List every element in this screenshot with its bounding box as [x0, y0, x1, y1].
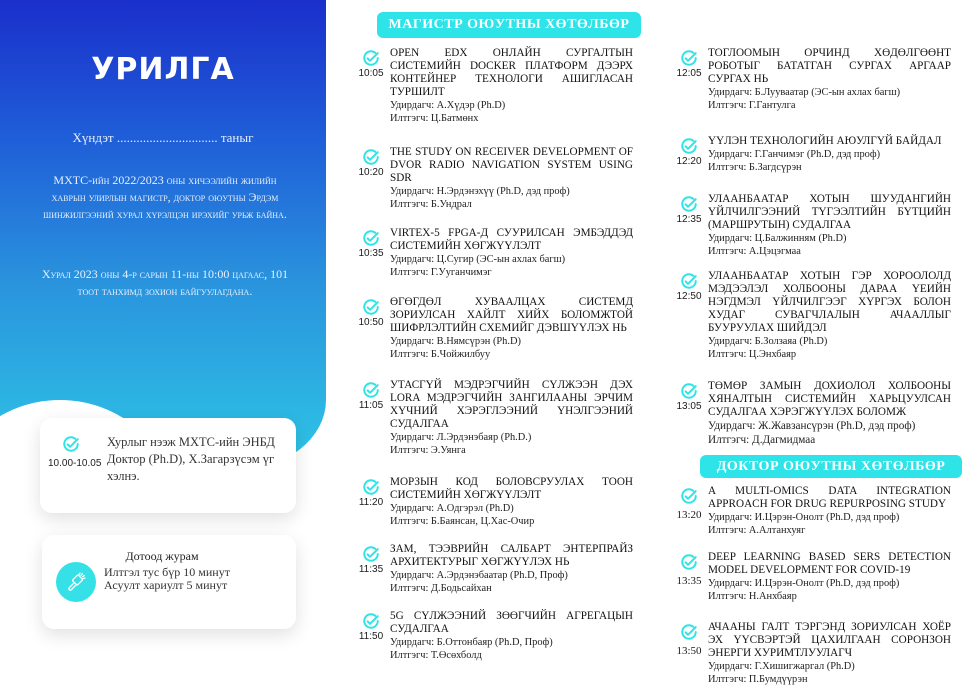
presenter: Илтгэгч: Г.Гантулга [708, 100, 796, 111]
schedule-body [390, 146, 633, 211]
schedule-body [390, 476, 633, 528]
presenter: Илтгэгч: Б.Ундрал [390, 199, 472, 210]
check-circle-icon [680, 623, 698, 641]
invitation-title: УРИЛГА [91, 52, 235, 87]
schedule-time: 10:05 [358, 68, 384, 79]
schedule-time: 13:20 [676, 509, 702, 521]
schedule-body [708, 551, 951, 603]
check-circle-icon [362, 49, 380, 67]
presenter: Илтгэгч: Т.Өсөхболд [390, 650, 482, 661]
invitation-paragraph: МХТС-ийн 2022/2023 оны хичээлийн жилийн хаврын улирлын магистр, доктор оюутны Эрдэм шинжилгээний хурал хүрэлцэн ирэхийг урьж байна. [43, 173, 287, 221]
rules-heading: Дотоод журам [125, 549, 199, 563]
supervisor: Удирдагч: А.Одгэрэл (Ph.D) [390, 503, 514, 514]
rules-line-2: Асуулт хариулт 5 минут [104, 578, 228, 592]
check-circle-icon [680, 382, 698, 400]
presentation-title: ТӨМӨР ЗАМЫН ДОХИОЛОЛ ХОЛБООНЫ ХЯНАЛТЫН СИСТЕМИЙН ХАРЬЦУУЛСАН СУДАЛГАА ХЭРЭГЖҮҮЛЭХ БОЛОМЖ [708, 380, 951, 418]
check-circle-icon [680, 553, 698, 571]
supervisor: Удирдагч: И.Цэрэн-Онолт (Ph.D, дэд проф) [708, 578, 900, 589]
rules-card [42, 535, 296, 629]
check-circle-icon [62, 435, 80, 453]
opening-text: Хурлыг нээж МХТС-ийн ЭНБД Доктор (Ph.D), Х.Загарзүсэм үг хэлнэ. [107, 435, 275, 483]
schedule-time: 11:05 [358, 400, 384, 411]
check-circle-icon [362, 229, 380, 247]
presenter: Илтгэгч: Д.Дагмидмаа [708, 434, 816, 446]
schedule-body [390, 610, 633, 662]
presentation-title: 5G СҮЛЖЭЭНИЙ ЗӨӨГЧИЙН АГРЕГАЦЫН СУДАЛГАА [390, 610, 633, 635]
presentation-title: ЗАМ, ТЭЭВРИЙН САЛБАРТ ЭНТЕРПРАЙЗ АРХИТЕКТУРЫГ ХӨГЖҮҮЛЭХ НЬ [390, 543, 633, 568]
supervisor: Удирдагч: А.Хүдэр (Ph.D) [390, 100, 506, 111]
schedule-time: 10:20 [358, 167, 384, 178]
presentation-title: ҮҮЛЭН ТЕХНОЛОГИЙН АЮУЛГҮЙ БАЙДАЛ [708, 135, 942, 147]
check-circle-icon [680, 137, 698, 155]
presentation-title: DEEP LEARNING BASED SERS DETECTION MODEL DEVELOPMENT FOR COVID-19 [708, 551, 951, 576]
supervisor: Удирдагч: Ж.Жавзансүрэн (Ph.D, дэд проф) [708, 420, 916, 432]
doctoral-program-header: ДОКТОР ОЮУТНЫ ХӨТӨЛБӨР [700, 455, 962, 478]
schedule-time: 13:50 [676, 645, 702, 657]
supervisor: Удирдагч: Ц.Сугир (ЭС-ын ахлах багш) [390, 254, 566, 265]
presenter: Илтгэгч: Ц.Энхбаяр [708, 349, 797, 360]
supervisor: Удирдагч: Н.Эрдэнэхүү (Ph.D, дэд проф) [390, 186, 570, 197]
presenter: Илтгэгч: Б.Чойжилбуу [390, 349, 491, 360]
supervisor: Удирдагч: Б.Лууваатар (ЭС-ын ахлах багш) [708, 87, 901, 98]
presentation-title: THE STUDY ON RECEIVER DEVELOPMENT OF DVOR RADIO NAVIGATION SYSTEM USING SDR [390, 146, 633, 184]
presenter: Илтгэгч: П.Бумдүүрэн [708, 674, 808, 685]
opening-card [40, 418, 296, 513]
presentation-title: A MULTI-OMICS DATA INTEGRATION APPROACH FOR DRUG REPURPOSING STUDY [708, 485, 951, 510]
schedule-time: 11:35 [358, 564, 384, 575]
presenter: Илтгэгч: Ц.Батмөнх [390, 113, 479, 124]
schedule-time: 11:50 [358, 631, 384, 642]
supervisor: Удирдагч: Г.Хишигжаргал (Ph.D) [708, 661, 855, 672]
venue-paragraph: Хурал 2023 оны 4-р сарын 11-ны 10:00 цагаас, 101 тоот танхимд зохион байгуулагдана. [41, 267, 289, 298]
rules-text [104, 566, 230, 592]
schedule-body [708, 380, 951, 447]
schedule-time: 12:35 [676, 214, 702, 225]
presenter: Илтгэгч: А.Алтанхуяг [708, 525, 806, 536]
supervisor: Удирдагч: Б.Золзаяа (Ph.D) [708, 336, 828, 347]
schedule-time: 13:35 [676, 575, 702, 587]
schedule-time: 10:35 [358, 248, 384, 259]
check-circle-icon [362, 612, 380, 630]
check-circle-icon [362, 545, 380, 563]
presenter: Илтгэгч: Б.Загдсүрэн [708, 162, 802, 173]
presenter: Илтгэгч: Н.Анхбаяр [708, 591, 797, 602]
greeting-line: Хүндэт ............................... таныг [72, 130, 254, 145]
schedule-time: 12:20 [676, 156, 702, 167]
check-circle-icon [680, 195, 698, 213]
schedule-body [390, 47, 633, 125]
presenter: Илтгэгч: Г.Ууганчимэг [390, 267, 492, 278]
supervisor: Удирдагч: И.Цэрэн-Онолт (Ph.D, дэд проф) [708, 512, 900, 523]
presentation-title: OPEN EDX ОНЛАЙН СУРГАЛТЫН СИСТЕМИЙН DOCKER ПЛАТФОРМ ДЭЭРХ КОНТЕЙНЕР ТЕХНОЛОГИ АШИГЛАСАН ТУРШИЛТ [390, 47, 633, 98]
presentation-title: АЧААНЫ ГАЛТ ТЭРГЭНД ЗОРИУЛСАН ХОЁР ЭХ ҮҮСВЭРТЭЙ ЦАХИЛГААН СОРОНЗОН ЭНЕРГИ ХУРИМТЛУУЛАГЧ [708, 621, 951, 659]
schedule-body [708, 135, 951, 174]
schedule-body [708, 270, 951, 361]
schedule-time: 10:50 [358, 317, 384, 328]
check-circle-icon [362, 478, 380, 496]
supervisor: Удирдагч: В.Нямсүрэн (Ph.D) [390, 336, 521, 347]
schedule-body [708, 621, 951, 686]
rules-line-1: Илтгэл тус бүр 10 минут [104, 565, 230, 579]
schedule-time: 12:50 [676, 291, 702, 302]
schedule-body [708, 193, 951, 258]
schedule-body [390, 543, 633, 595]
invitation-panel [0, 0, 340, 699]
presentation-title: ӨГӨГДӨЛ ХУВААЛЦАХ СИСТЕМД ЗОРИУЛСАН ХАЙЛТ ХИЙХ БОЛОМЖТОЙ ШИФРЛЭЛТИЙН СХЕМИЙГ ДЭВШҮҮЛЭХ НЬ [390, 296, 633, 334]
schedule-body [390, 296, 633, 361]
presenter: Илтгэгч: Б.Баянсан, Ц.Хас-Очир [390, 516, 535, 527]
brush-icon [56, 562, 96, 602]
check-circle-icon [362, 298, 380, 316]
schedule-body [390, 227, 633, 279]
schedule-time: 11:20 [358, 497, 384, 508]
check-circle-icon [362, 148, 380, 166]
check-circle-icon [680, 272, 698, 290]
masters-program-header: МАГИСТР ОЮУТНЫ ХӨТӨЛБӨР [377, 12, 641, 38]
schedule-body [708, 485, 951, 537]
schedule-body [390, 379, 633, 457]
presentation-title: ТОГЛООМЫН ОРЧИНД ХӨДӨЛГӨӨНТ РОБОТЫГ БАТАТГАН СУРГАХ АРГААР СУРГАХ НЬ [708, 47, 951, 85]
presentation-title: УЛААНБААТАР ХОТЫН ШУУДАНГИЙН ҮЙЛЧИЛГЭЭНИЙ ТҮГЭЭЛТИЙН БҮТЦИЙН (МАРШРУТЫН) СУДАЛГАА [708, 193, 951, 231]
supervisor: Удирдагч: Ц.Балжинням (Ph.D) [708, 233, 847, 244]
check-circle-icon [680, 487, 698, 505]
schedule-time: 13:05 [676, 401, 702, 412]
opening-time: 10.00-10.05 [48, 458, 102, 469]
presenter: Илтгэгч: А.Цэцэгмаа [708, 246, 801, 257]
check-circle-icon [362, 381, 380, 399]
presentation-title: УТАСГҮЙ МЭДРЭГЧИЙН СҮЛЖЭЭН ДЭХ LORA МЭДРЭГЧИЙН ЗАНГИЛААНЫ ЭРЧИМ ХҮЧНИЙ ХЭРЭГЛЭЭНИЙ ҮНЭЛГЭЭНИЙ СУДАЛГАА [390, 379, 633, 430]
supervisor: Удирдагч: Б.Оттонбаяр (Ph.D, Проф) [390, 637, 553, 648]
check-circle-icon [680, 49, 698, 67]
schedule-body [708, 47, 951, 112]
presenter: Илтгэгч: Э.Уянга [390, 445, 466, 456]
supervisor: Удирдагч: Г.Ганчимэг (Ph.D, дэд проф) [708, 149, 881, 160]
presenter: Илтгэгч: Д.Бодьсайхан [390, 583, 492, 594]
schedule-time: 12:05 [676, 68, 702, 79]
presentation-title: VIRTEX-5 FPGA-Д СУУРИЛСАН ЭМБЭДДЭД СИСТЕМИЙН ХӨГЖҮҮЛЭЛТ [390, 227, 633, 252]
presentation-title: УЛААНБААТАР ХОТЫН ГЭР ХОРООЛОЛД МЭДЭЭЛЭЛ ХОЛБООНЫ ДАРАА ҮЕИЙН НЭГДМЭЛ ҮЙЛЧИЛГЭЭГ ХҮРГЭХ БОЛОН ХУДАГ СУВАГЧЛАЛЫН АЧААЛЛЫГ БУУРУУЛАХ ШИЙДЭЛ [708, 270, 951, 334]
presentation-title: МОРЗЫН КОД БОЛОВСРУУЛАХ ТООН СИСТЕМИЙН ХӨГЖҮҮЛЭЛТ [390, 476, 633, 501]
supervisor: Удирдагч: Л.Эрдэнэбаяр (Ph.D.) [390, 432, 532, 443]
supervisor: Удирдагч: А.Эрдэнэбаатар (Ph.D, Проф) [390, 570, 568, 581]
